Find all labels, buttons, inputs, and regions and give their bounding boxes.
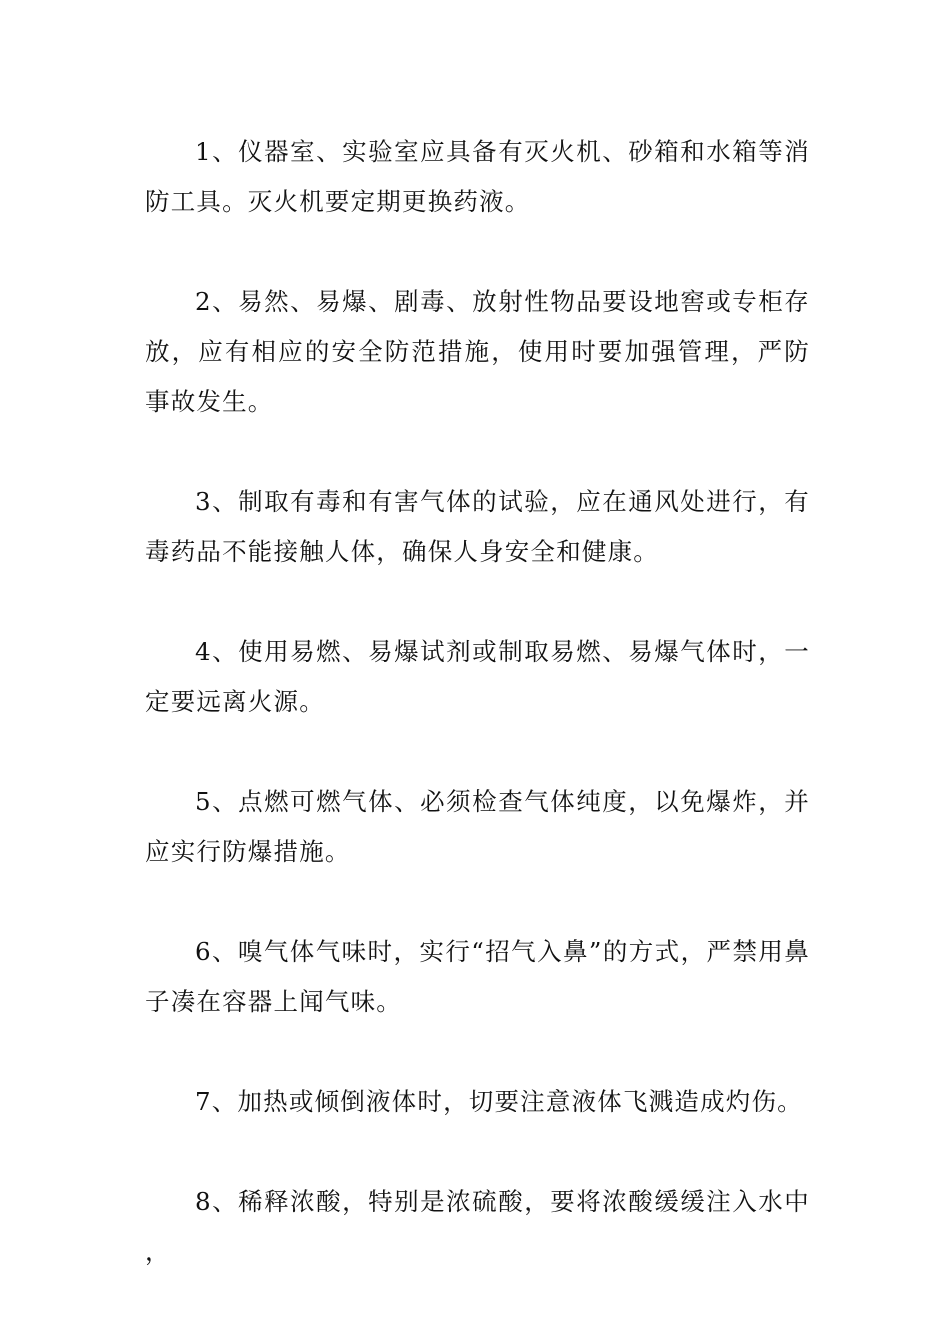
paragraph-4: 4、使用易燃、易爆试剂或制取易燃、易爆气体时，一定要远离火源。	[145, 637, 810, 716]
paragraph-3: 3、制取有毒和有害气体的试验，应在通风处进行，有毒药品不能接触人体，确保人身安全和健康。	[145, 487, 810, 566]
paragraph-6: 6、嗅气体气味时，实行“招气入鼻”的方式，严禁用鼻子凑在容器上闻气味。	[145, 937, 810, 1016]
paragraph-8: 8、稀释浓酸，特别是浓硫酸，要将浓酸缓缓注入水中，	[145, 1187, 810, 1266]
paragraph-1: 1、仪器室、实验室应具备有灭火机、砂箱和水箱等消防工具。灭火机要定期更换药液。	[145, 137, 810, 216]
paragraph-7: 7、加热或倾倒液体时，切要注意液体飞溅造成灼伤。	[195, 1087, 803, 1116]
paragraph-5: 5、点燃可燃气体、必须检查气体纯度，以免爆炸，并应实行防爆措施。	[145, 787, 810, 866]
document-body	[145, 127, 810, 1327]
paragraph-2: 2、易然、易爆、剧毒、放射性物品要设地窖或专柜存放，应有相应的安全防范措施，使用时要加强管理，严防事故发生。	[145, 287, 810, 416]
